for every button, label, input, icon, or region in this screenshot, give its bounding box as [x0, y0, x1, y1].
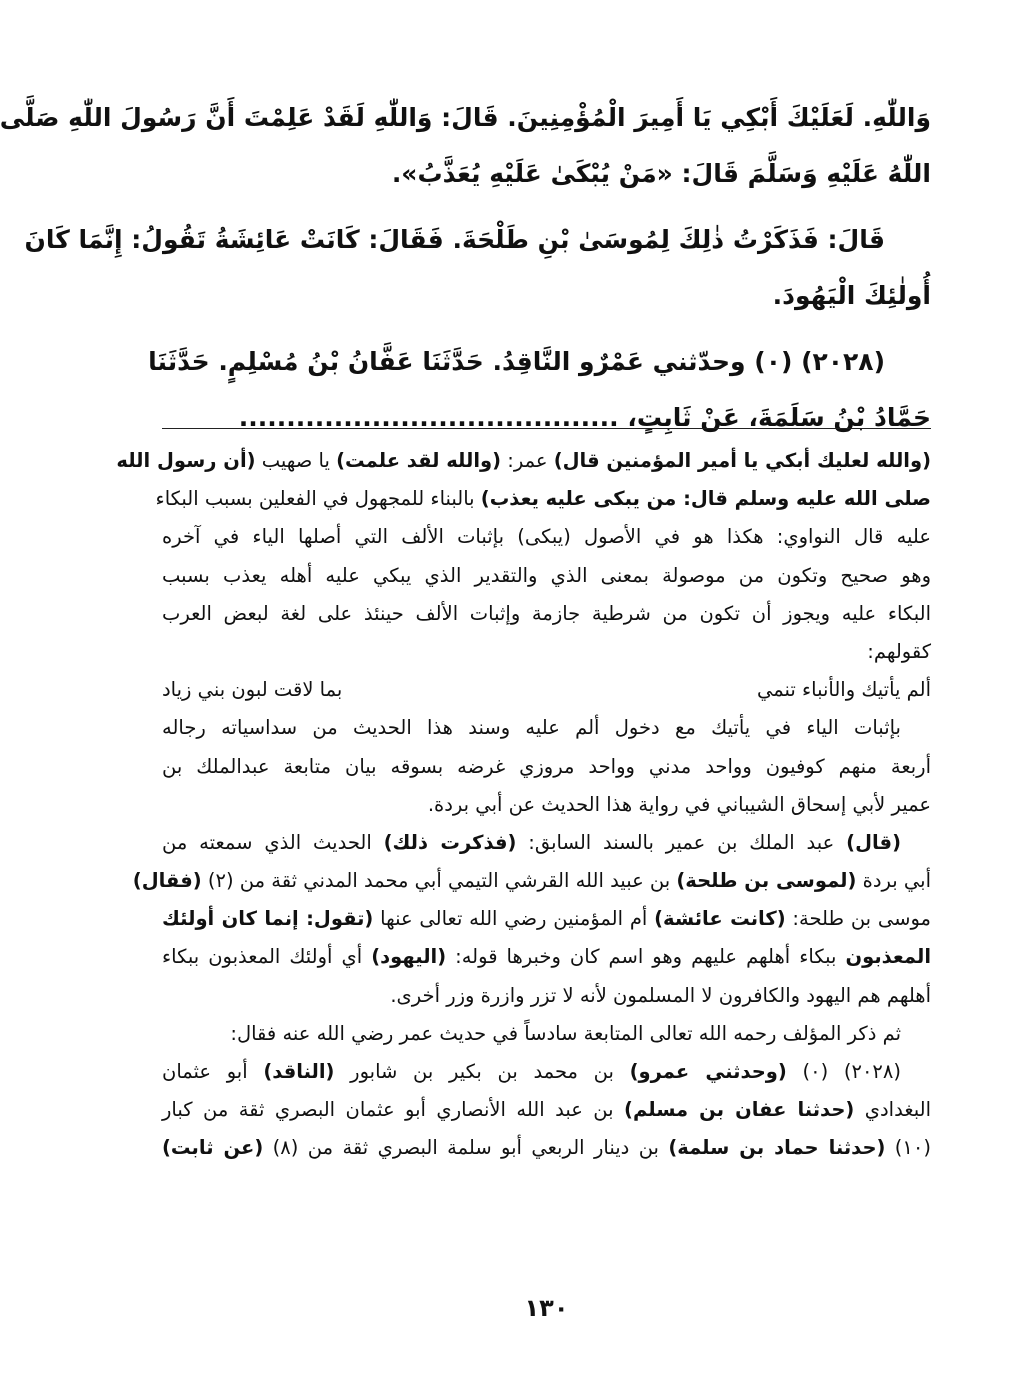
plain-text: بن عبيد الله القرشي التيمي أبي محمد المدني ثقة من (٢): [201, 869, 677, 893]
hadith-line: اللّٰهُ عَلَيْهِ وَسَلَّمَ قَالَ: «مَنْ يُبْكَىٰ عَلَيْهِ يُعَذَّبُ».: [391, 159, 931, 188]
commentary-line: [162, 938, 931, 976]
quoted-text: (تقول: إنما كان أولئك: [162, 907, 374, 931]
verse-hemistich-first: ألم يأتيك والأنباء تنمي: [756, 678, 931, 702]
commentary-line: [132, 862, 931, 900]
commentary-line: [116, 442, 931, 480]
quoted-text: (قال): [846, 830, 901, 854]
hadith-line: وَاللّٰهِ. لَعَلَيْكَ أَبْكِي يَا أَمِيرَ الْمُؤْمِنِينَ. قَالَ: وَاللّٰهِ لَقَدْ عَلِمْتَ أَنَّ رَسُولَ اللّٰهِ صَلَّى: [0, 103, 931, 132]
quoted-text: صلى الله عليه وسلم قال: من يبكى عليه يعذب): [480, 487, 931, 511]
book-page: [0, 90, 932, 1338]
plain-text: بن عبد الله الأنصاري أبو عثمان البصري ثقة من كبار: [162, 1098, 625, 1122]
quoted-text: (وحدثني عمرو): [629, 1060, 787, 1083]
quoted-text: (الناقد): [263, 1060, 335, 1083]
quoted-text: (لموسى بن طلحة): [676, 869, 857, 893]
quoted-text: المعذبون: [845, 945, 932, 969]
footnote-divider: [162, 428, 931, 429]
commentary-line: بإثبات الياء في يأتيك مع دخول ألم عليه وسند هذا الحديث من سداسياته رجاله: [162, 716, 901, 740]
commentary-line: ثم ذكر المؤلف رحمه الله تعالى المتابعة سادساً في حديث عمر رضي الله عنه فقال:: [230, 1021, 901, 1045]
quoted-text: (فقال): [132, 869, 202, 893]
plain-text: عمر:: [501, 449, 554, 472]
plain-text: يا صهيب: [255, 449, 337, 472]
commentary-line: [162, 1091, 931, 1129]
commentary-line: [162, 824, 931, 862]
plain-text: الحديث الذي سمعته من: [162, 830, 384, 854]
page-number: ١٣٠: [524, 1294, 569, 1322]
plain-text: موسى بن طلحة:: [785, 907, 932, 931]
plain-text: بن محمد بن بكير بن شابور: [334, 1060, 630, 1083]
commentary-line: أربعة منهم كوفيون وواحد مدني وواحد مروزي غرضه بسوقه بيان متابعة عبدالملك بن: [162, 754, 931, 778]
plain-text: (١٠): [885, 1136, 931, 1160]
hadith-line: (٢٠٢٨) (٠) وحدّثني عَمْرٌو النَّاقِدُ. حَدَّثَنَا عَفَّانُ بْنُ مُسْلِمٍ. حَدَّثَنَا: [148, 347, 885, 376]
commentary-line: عمير لأبي إسحاق الشيباني في رواية هذا الحديث عن أبي بردة.: [427, 792, 931, 816]
commentary-line: وهو صحيح وتكون من موصولة بمعنى الذي والتقدير الذي يبكي عليه أهله يعذب بسبب: [162, 563, 931, 587]
hadith-line: أُولٰئِكَ الْيَهُودَ.: [772, 281, 931, 310]
plain-text: أبو عثمان: [162, 1060, 264, 1083]
continuation-dots: ........................................: [238, 403, 619, 432]
hadith-line: قَالَ: فَذَكَرْتُ ذٰلِكَ لِمُوسَىٰ بْنِ طَلْحَةَ. فَقَالَ: كَانَتْ عَائِشَةُ تَقُولُ: إِنَّمَا كَانَ: [24, 225, 885, 254]
poetry-verse: [162, 671, 931, 709]
commentary: [116, 442, 932, 1168]
plain-text: أم المؤمنين رضي الله تعالى عنها: [373, 907, 655, 931]
plain-text: بالبناء للمجهول في الفعلين بسبب البكاء: [155, 487, 481, 511]
quoted-text: (والله لعليك أبكي يا أمير المؤمنين قال): [553, 449, 931, 472]
quoted-text: (كانت عائشة): [654, 907, 786, 931]
plain-text: عبد الملك بن عمير بالسند السابق:: [516, 830, 847, 854]
commentary-line: عليه قال النواوي: هكذا هو في الأصول (يبكى) بإثبات الألف التي أصلها الياء في آخره: [162, 525, 931, 549]
hadith-line: [162, 390, 931, 446]
plain-text: أي أولئك المعذبون ببكاء: [162, 945, 372, 969]
commentary-line: أهلهم هم اليهود والكافرون لا المسلمون لأنه لا تزر وازرة وزر أخرى.: [390, 983, 931, 1007]
plain-text: أبي بردة: [856, 869, 931, 893]
commentary-line: كقولهم:: [867, 639, 931, 663]
quoted-text: (أن رسول الله: [116, 449, 256, 472]
commentary-line: البكاء عليه ويجوز أن تكون من شرطية جازمة وإثبات الألف حينئذ على لغة لبعض العرب: [162, 601, 931, 625]
plain-text: البغدادي: [854, 1098, 931, 1122]
hadith-line-text: حَمَّادُ بْنُ سَلَمَةَ، عَنْ ثَابِتٍ،: [627, 403, 931, 432]
quoted-text: (حدثنا حماد بن سلمة): [668, 1136, 886, 1160]
plain-text: بن دينار الربعي أبو سلمة البصري ثقة من (٨): [263, 1136, 669, 1160]
verse-hemistich-second: بما لاقت لبون بني زياد: [162, 678, 343, 702]
commentary-line: [162, 1053, 931, 1091]
commentary-line: [162, 1129, 931, 1167]
plain-text: (٢٠٢٨) (٠): [786, 1060, 901, 1083]
quoted-text: (حدثنا عفان بن مسلم): [624, 1098, 855, 1122]
quoted-text: (والله لقد علمت): [336, 449, 502, 472]
quoted-text: (عن ثابت): [162, 1136, 264, 1160]
quoted-text: (فذكرت ذلك): [383, 830, 517, 854]
commentary-line: [162, 900, 931, 938]
hadith-text: [0, 90, 931, 446]
quoted-text: (اليهود): [371, 945, 447, 969]
plain-text: ببكاء أهلهم عليهم وهو اسم كان وخبرها قوله:: [446, 945, 846, 969]
commentary-line: [155, 480, 931, 518]
